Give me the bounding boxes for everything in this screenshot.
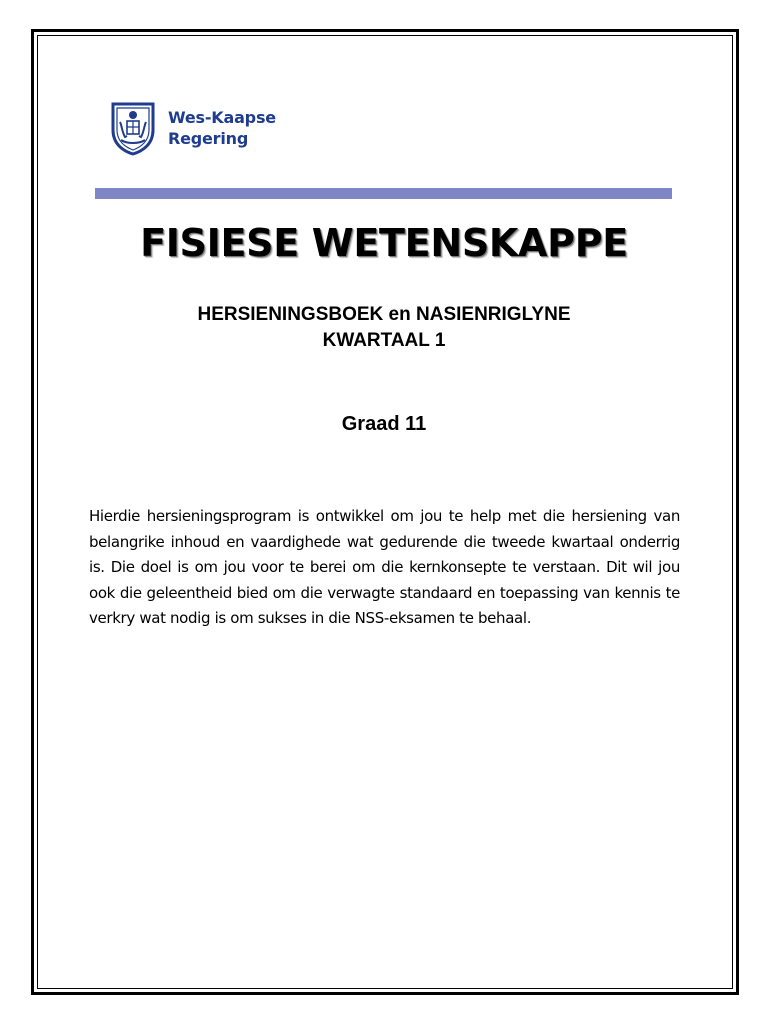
intro-paragraph: Hierdie hersieningsprogram is ontwikkel om jou te help met die hersiening van belangrike inhoud en vaardighede wat gedurende die tweede kwartaal onderrig is. Die doel is om jou voor te berei om die kernkonsepte te verstaan. Dit wil jou ook die geleentheid bied om die verwagte standaard en toepassing van kennis te verkry wat nodig is om sukses in die NSS-eksamen te behaal. bbox=[89, 507, 680, 628]
logo-line-2: Regering bbox=[168, 129, 249, 148]
logo-line-1: Wes-Kaapse bbox=[168, 108, 276, 127]
title-divider bbox=[95, 188, 672, 199]
page-title: FISIESE WETENSKAPPE bbox=[140, 221, 628, 265]
grade-label: Graad 11 bbox=[341, 413, 427, 435]
coat-of-arms-icon bbox=[105, 100, 161, 156]
government-logo bbox=[105, 100, 305, 156]
subtitle-line-1: HERSIENINGSBOEK en NASIENRIGLYNE bbox=[197, 304, 571, 325]
subtitle-line-2: KWARTAAL 1 bbox=[322, 330, 446, 351]
subtitle bbox=[0, 302, 768, 354]
